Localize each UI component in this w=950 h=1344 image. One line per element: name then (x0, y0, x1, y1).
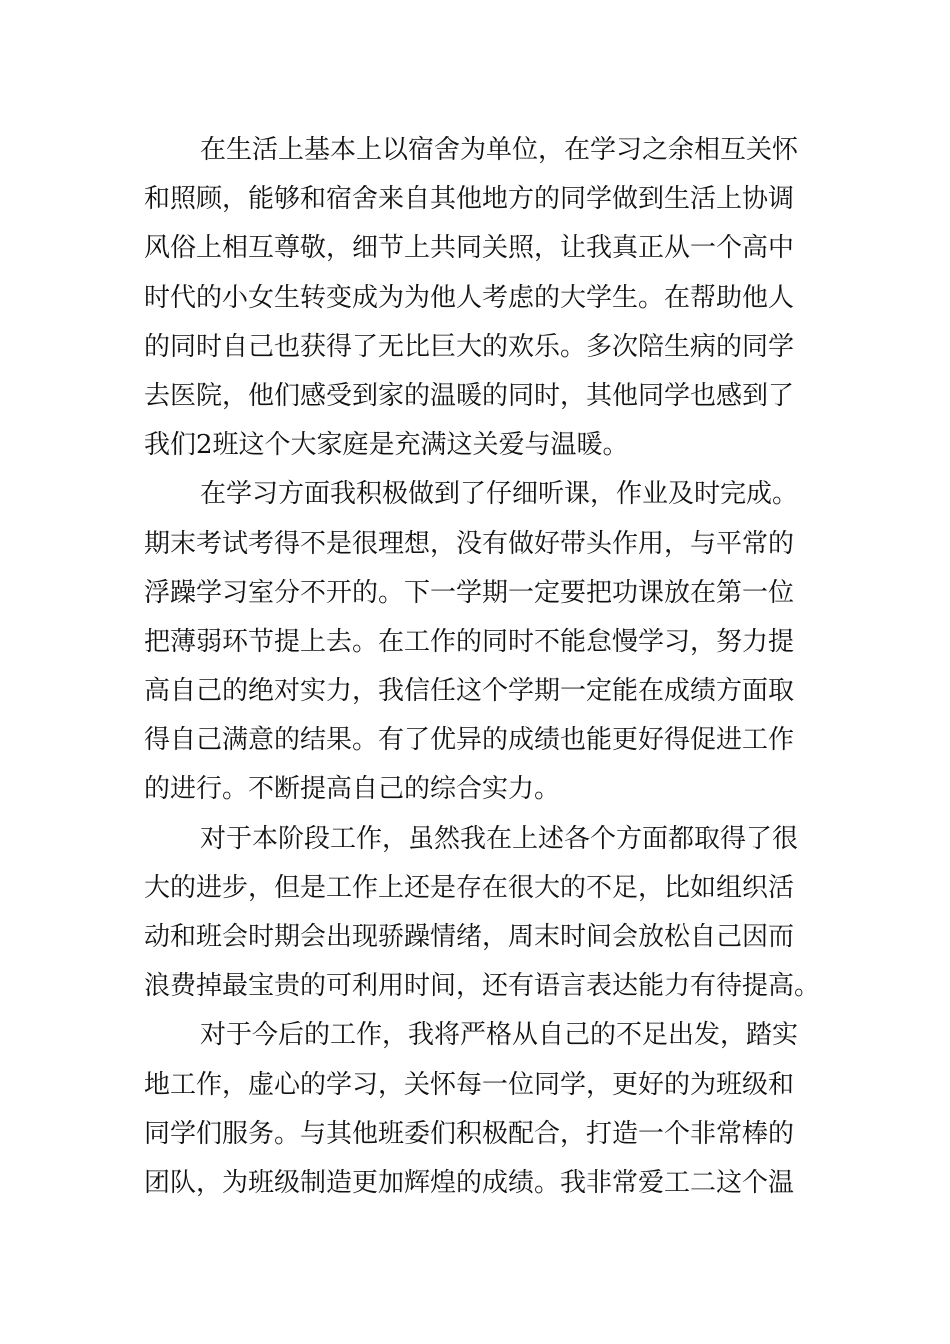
paragraph-line: 的进行。不断提高自己的综合实力。 (144, 774, 561, 805)
paragraph-line: 和照顾，能够和宿舍来自其他地方的同学做到生活上协调 (144, 184, 795, 215)
paragraph-line: 浮躁学习室分不开的。下一学期一定要把功课放在第一位 (144, 577, 795, 608)
paragraph-line: 高自己的绝对实力，我信任这个学期一定能在成绩方面取 (144, 676, 795, 707)
paragraph-4 (144, 1011, 816, 1208)
paragraph-line: 得自己满意的结果。有了优异的成绩也能更好得促进工作 (144, 725, 795, 756)
paragraph-line: 风俗上相互尊敬，细节上共同关照，让我真正从一个高中 (144, 233, 795, 264)
paragraph-line: 地工作，虚心的学习，关怀每一位同学，更好的为班级和 (144, 1069, 795, 1100)
paragraph-3 (144, 815, 821, 1012)
paragraph-1 (144, 126, 816, 470)
paragraph-line: 把薄弱环节提上去。在工作的同时不能怠慢学习，努力提 (144, 626, 795, 657)
paragraph-line: 时代的小女生转变成为为他人考虑的大学生。在帮助他人 (144, 282, 795, 313)
paragraph-line: 团队，为班级制造更加辉煌的成绩。我非常爱工二这个温 (144, 1167, 795, 1198)
paragraph-line: 大的进步，但是工作上还是存在很大的不足，比如组织活 (144, 872, 795, 903)
paragraph-line: 在学习方面我积极做到了仔细听课，作业及时完成。 (200, 479, 799, 510)
paragraph-2 (144, 470, 816, 814)
paragraph-line: 在生活上基本上以宿舍为单位，在学习之余相互关怀 (200, 135, 799, 165)
paragraph-line: 我们2班这个大家庭是充满这关爱与温暖。 (144, 430, 629, 461)
paragraph-line: 去医院，他们感受到家的温暖的同时，其他同学也感到了 (144, 380, 795, 411)
paragraph-line: 对于今后的工作，我将严格从自己的不足出发，踏实 (200, 1020, 799, 1051)
paragraph-line: 浪费掉最宝贵的可利用时间，还有语言表达能力有待提高。 (144, 971, 821, 1002)
paragraph-line: 同学们服务。与其他班委们积极配合，打造一个非常棒的 (144, 1118, 795, 1149)
paragraph-line: 对于本阶段工作，虽然我在上述各个方面都取得了很 (200, 823, 799, 854)
paragraph-line: 动和班会时期会出现骄躁情绪，周末时间会放松自己因而 (144, 922, 795, 952)
paragraph-line: 期末考试考得不是很理想，没有做好带头作用，与平常的 (144, 528, 795, 559)
paragraph-line: 的同时自己也获得了无比巨大的欢乐。多次陪生病的同学 (144, 331, 795, 362)
document-body (144, 126, 821, 1208)
